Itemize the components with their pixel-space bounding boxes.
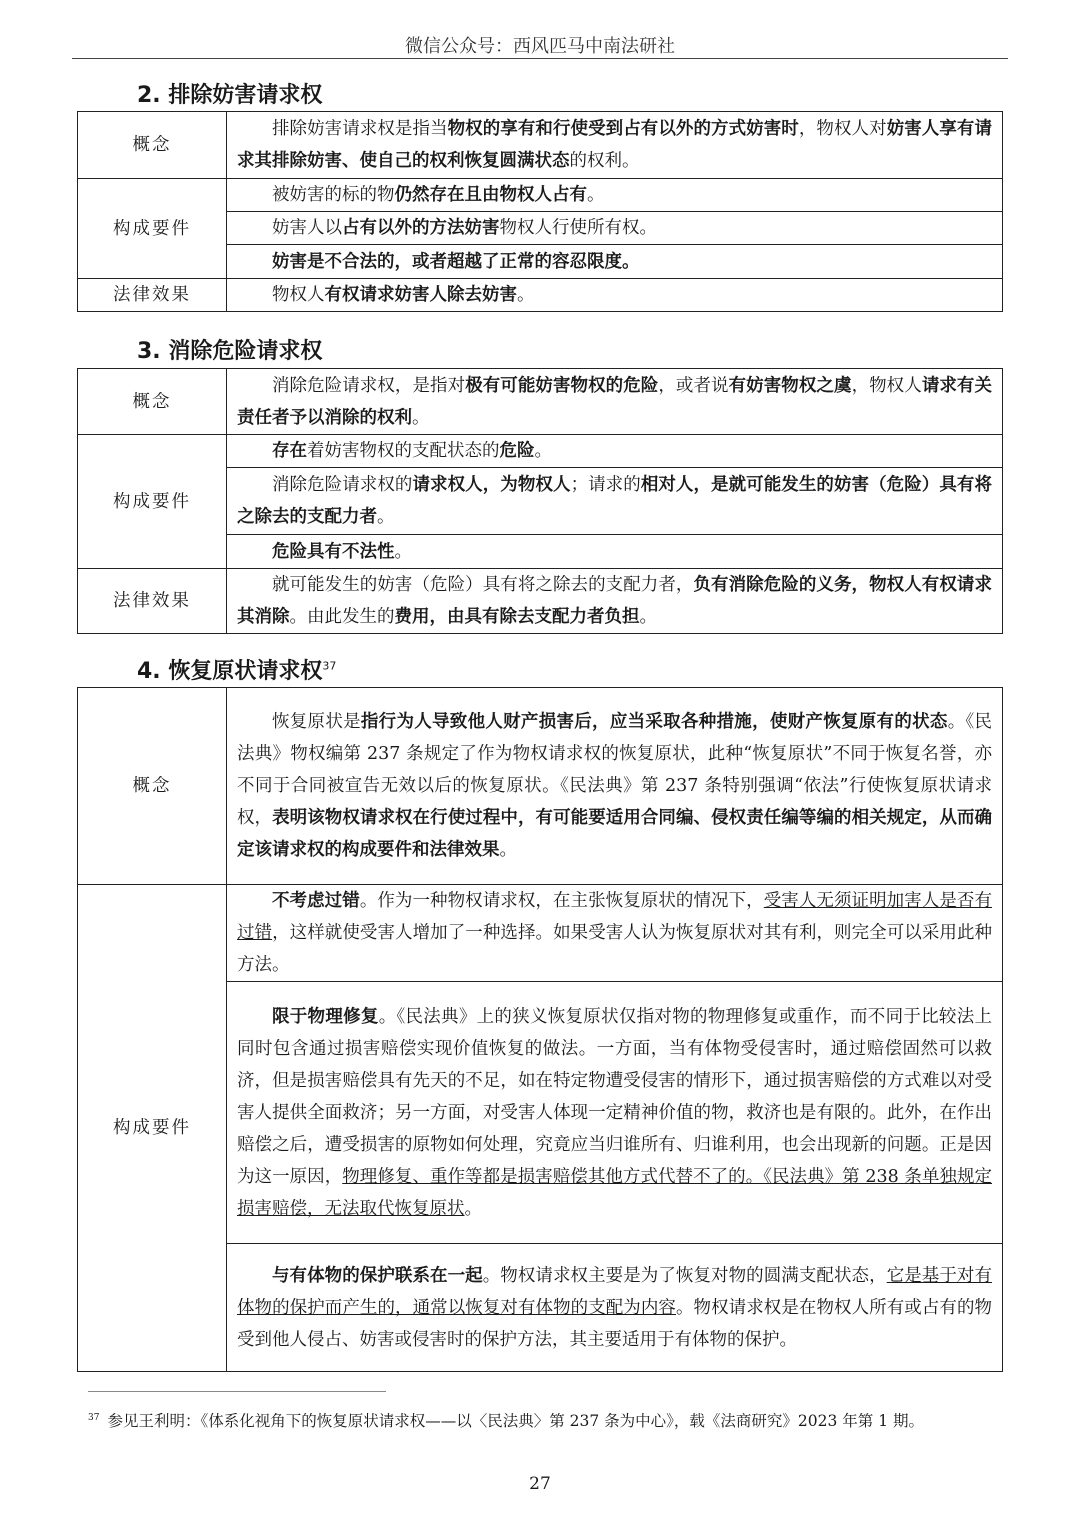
text-run: ，或者说	[658, 375, 729, 396]
bold-text: 危险具有不法性	[272, 541, 395, 562]
row-label-effect: 法律效果	[78, 279, 227, 312]
footnote-divider	[88, 1391, 386, 1392]
footnote-text: 参见王利明：《体系化视角下的恢复原状请求权——以〈民法典〉第 237 条为中心》，载《法商研究》2023 年第 1 期。	[107, 1412, 924, 1431]
bold-text: 表明该物权请求权在行使过程中，有可能要适用合同编、侵权责任编等编的相关规定，从而确定该请求权的构成要件和法律效果	[237, 808, 993, 860]
underlined-text: 它是基于对有体物的保护而产生的，通常以恢复对有体物的支配为内容	[237, 1265, 992, 1318]
bold-text: 与有体物的保护联系在一起	[272, 1265, 483, 1286]
row-label-elements: 构成要件	[78, 179, 227, 279]
text-run: ，这样就使受害人增加了一种选择。如果受害人认为恢复原状对其有利，则完全可以采用此种方法。	[237, 923, 993, 975]
bold-text: 费用，由具有除去支配力者负担	[394, 607, 640, 627]
text-run: 。物权请求权主要是为了恢复对物的圆满支配状态，	[482, 1265, 887, 1286]
bold-text: 极有可能妨害物权的危险	[465, 375, 659, 396]
effect-cell	[227, 279, 1003, 312]
bold-text: 存在	[272, 441, 307, 461]
table-section-3	[77, 368, 1003, 634]
bold-text: 仍然存在且由物权人占有	[394, 185, 587, 205]
row-label-concept: 概念	[78, 688, 227, 885]
section-title-2: 2. 排除妨害请求权	[137, 83, 323, 108]
text-run: 着妨害物权的支配状态的	[307, 441, 500, 461]
section-title-3: 3. 消除危险请求权	[137, 339, 323, 364]
element-cell	[227, 885, 1003, 982]
text-run: 被妨害的标的物	[272, 185, 395, 205]
text-run: 消除危险请求权，是指对	[272, 375, 466, 396]
text-run: 。物权请求权是在物权人所有或占有的物受到他人侵占、妨害或侵害时的保护方法，其主要适用于有体物的保护。	[237, 1297, 993, 1350]
text-run: 。	[377, 507, 395, 527]
bold-text: 有妨害物权之虞	[728, 375, 852, 396]
footnote	[88, 1404, 1000, 1435]
bold-text: 相对人，是就可能发生的妨害（危险）具有将之除去的支配力者	[237, 475, 992, 527]
section-title-4	[137, 654, 336, 685]
text-run: 恢复原状是	[272, 712, 361, 732]
element-cell	[227, 982, 1003, 1244]
text-run: 物权人行使所有权。	[499, 218, 657, 238]
element-cell	[227, 245, 1003, 279]
text-run: 。	[464, 1198, 482, 1219]
text-run: 就可能发生的妨害（危险）具有将之除去的支配力者，	[272, 575, 694, 595]
bold-text: 请求权人，为物权人	[412, 475, 571, 495]
bold-text: 妨害人享有请求其排除妨害、使自己的权利恢复圆满状态	[237, 119, 992, 171]
footnote-ref[interactable]: 37	[322, 659, 337, 673]
text-run: 妨害人以	[272, 218, 342, 238]
effect-cell	[227, 569, 1003, 634]
element-cell	[227, 212, 1003, 245]
table-section-4	[77, 687, 1003, 1372]
text-run: 的权利。	[569, 151, 640, 171]
page-number: 27	[529, 1474, 551, 1494]
bold-text: 负有消除危险的义务，物权人有权请求其消除	[237, 575, 992, 627]
concept-cell	[227, 369, 1003, 435]
text-run: 。	[394, 541, 412, 562]
text-run: 。由此发生的	[289, 607, 395, 627]
bold-text: 危险	[499, 441, 535, 461]
bold-text: 限于物理修复	[272, 1006, 379, 1027]
table-section-2	[77, 111, 1003, 312]
footnote-number: 37	[88, 1413, 100, 1423]
element-cell	[227, 435, 1003, 468]
text-run: 。	[587, 185, 605, 205]
underlined-text: 受害人无须证明加害人是否有过错	[237, 891, 992, 943]
underlined-text: 物理修复、重作等都是损害赔偿其他方式代替不了的。《民法典》第 238 条单独规定损害赔偿，无法取代恢复原状	[237, 1166, 992, 1219]
bold-text: 占有以外的方法妨害	[342, 218, 500, 238]
bold-text: 指行为人导致他人财产损害后，应当采取各种措施，使财产恢复原有的状态	[360, 712, 948, 732]
text-run: 。	[517, 285, 535, 305]
bold-text: 请求有关责任者予以消除的权利	[237, 375, 992, 428]
text-run: 。《民法典》上的狭义恢复原状仅指对物的物理修复或重作，而不同于比较法上同时包含通过损害赔偿实现价值恢复的做法。一方面，当有体物受侵害时，通过赔偿固然可以救济，但是损害赔偿具有先天的不足，如在特定物遭受侵害的情形下，通过损害赔偿的方式难以对受害人提供全面救济；另一方面，对受害人体现一定精神价值的物，救济也是有限的。此外，在作出赔偿之后，遭受损害的原物如何处理，究竟应当归谁所有、归谁利用，也会出现新的问题。正是因为这一原因，	[237, 1006, 992, 1187]
concept-cell	[227, 112, 1003, 179]
page-header: 微信公众号：西风匹马中南法研社	[405, 36, 675, 57]
row-label-concept: 概念	[78, 369, 227, 435]
text-run: 。《民法典》物权编第 237 条规定了作为物权请求权的恢复原状，此种“恢复原状”不同于恢复名誉，亦不同于合同被宣告无效以后的恢复原状。《民法典》第 237 条特别强调“依法”行使恢复原状请求权，	[237, 712, 992, 828]
element-cell	[227, 535, 1003, 569]
row-label-elements: 构成要件	[78, 885, 227, 1372]
text-run: 排除妨害请求权是指当	[272, 119, 448, 139]
bold-text: 不考虑过错	[272, 891, 360, 911]
text-run: 消除危险请求权的	[272, 475, 413, 495]
bold-text: 妨害是不合法的，或者超越了正常的容忍限度。	[272, 251, 640, 272]
element-cell	[227, 179, 1003, 212]
bold-text: 有权请求妨害人除去妨害	[324, 285, 517, 305]
text-run: 。	[534, 441, 552, 461]
row-label-elements: 构成要件	[78, 435, 227, 569]
text-run: ，物权人对	[798, 119, 887, 139]
section-title-text: 4. 恢复原状请求权	[137, 659, 323, 684]
text-run: 。	[412, 407, 430, 428]
concept-cell	[227, 688, 1003, 885]
text-run: 。	[499, 840, 517, 860]
bold-text: 物权的享有和行使受到占有以外的方式妨害时	[447, 119, 799, 139]
text-run: 物权人	[272, 285, 325, 305]
text-run: ，物权人	[851, 375, 922, 396]
element-cell	[227, 468, 1003, 535]
element-cell	[227, 1244, 1003, 1372]
row-label-effect: 法律效果	[78, 569, 227, 634]
text-run: 。作为一种物权请求权，在主张恢复原状的情况下，	[359, 891, 764, 911]
text-run: ；请求的	[570, 475, 641, 495]
header-divider	[72, 58, 1008, 59]
text-run: 。	[639, 607, 657, 627]
row-label-concept: 概念	[78, 112, 227, 179]
